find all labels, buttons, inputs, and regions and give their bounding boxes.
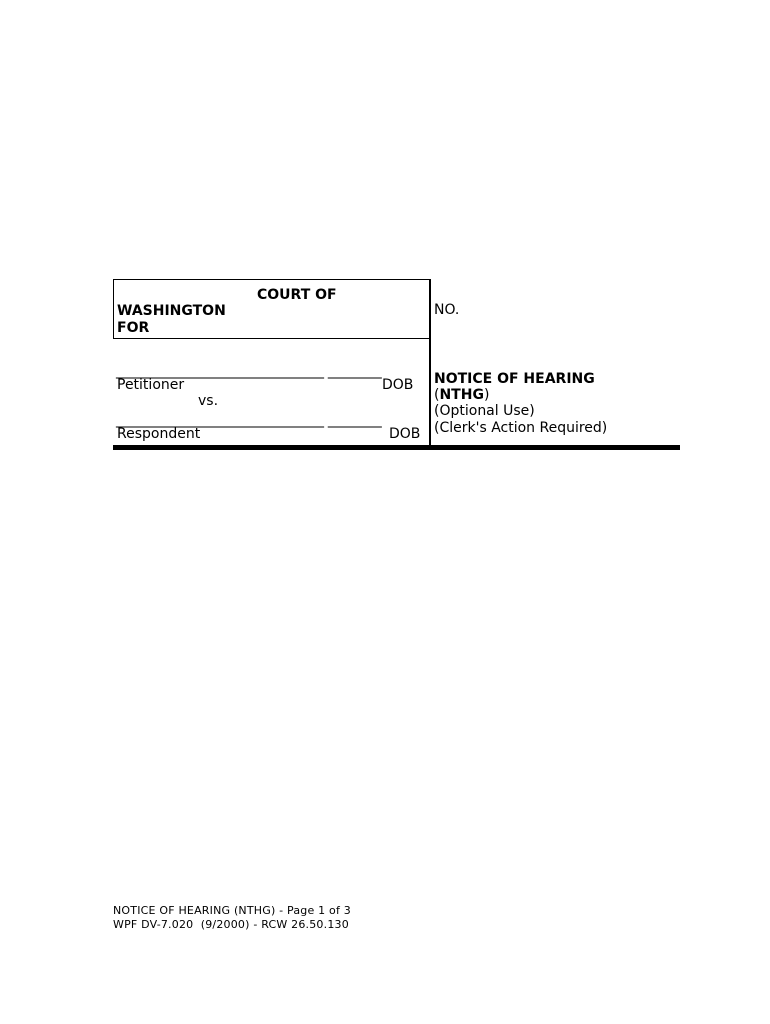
case-caption [113,279,680,451]
page-footer [113,904,351,932]
petitioner-blank-line: _______________________________ ________ [116,363,382,379]
court-of-label: COURT OF [257,287,337,303]
document-code-text: NTHG [439,387,484,403]
vs-label: vs. [198,393,219,409]
petitioner-label: Petitioner [117,377,185,393]
document-code [434,387,489,403]
washington-label: WASHINGTON [117,303,226,319]
document-code-close: ) [483,387,490,403]
respondent-label: Respondent [117,426,201,442]
for-label: FOR [117,320,150,336]
respondent-dob-label: DOB [389,426,421,442]
optional-use-note: (Optional Use) [434,403,535,419]
case-number-label: NO. [434,302,460,318]
footer-page-line: NOTICE OF HEARING (NTHG) - Page 1 of 3 [113,904,351,917]
petitioner-dob-label: DOB [382,377,414,393]
caption-bottom-rule [113,445,680,450]
court-box [113,279,431,339]
clerk-action-note: (Clerk's Action Required) [434,420,608,436]
document-code-open: ( [434,387,440,403]
footer-form-line: WPF DV-7.020 (9/2000) - RCW 26.50.130 [113,918,349,931]
caption-divider [429,279,431,447]
respondent-blank-line: _______________________________ ________ [116,412,382,428]
document-title: NOTICE OF HEARING [434,371,595,387]
